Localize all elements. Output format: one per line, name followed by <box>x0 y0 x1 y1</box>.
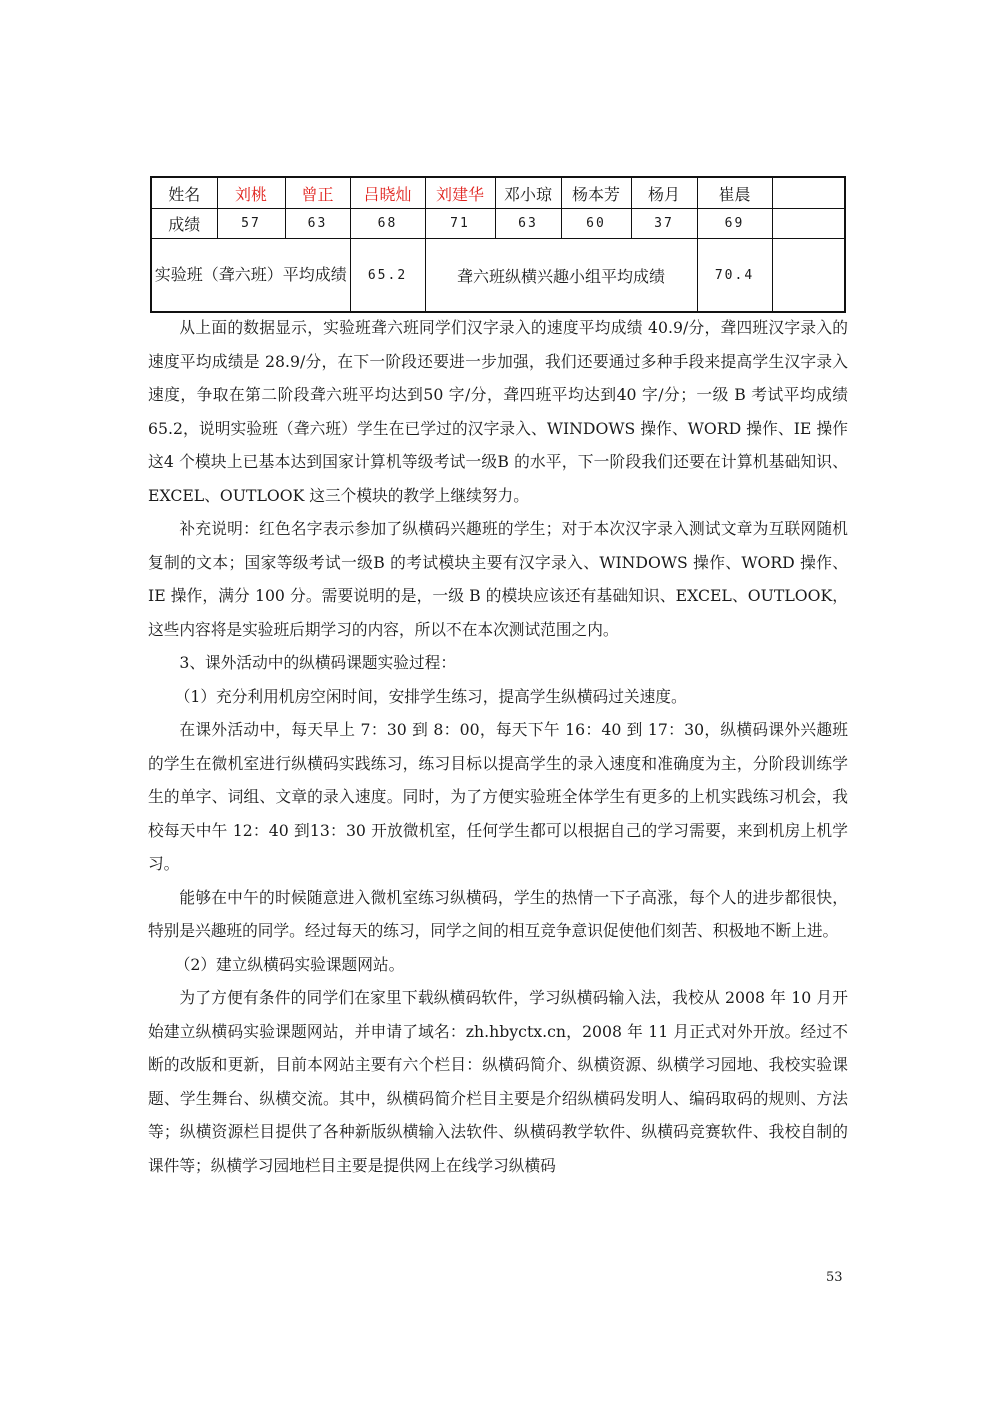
score-cell: 37 <box>631 209 697 239</box>
empty-cell <box>772 239 845 313</box>
student-name-cell: 杨本芳 <box>561 177 631 209</box>
table-row-scores <box>151 209 845 239</box>
class-average-label: 实验班（聋六班）平均成绩 <box>151 239 350 313</box>
student-name-cell: 崔晨 <box>697 177 772 209</box>
group-average-value: 70.4 <box>697 239 772 313</box>
score-cell: 69 <box>697 209 772 239</box>
empty-cell <box>772 209 845 239</box>
group-average-label: 聋六班纵横兴趣小组平均成绩 <box>425 239 697 313</box>
body-text <box>148 311 848 1182</box>
paragraph: 从上面的数据显示，实验班聋六班同学们汉字录入的速度平均成绩 40.9/分，聋四班汉字录入的速度平均成绩是 28.9/分，在下一阶段还要进一步加强，我们还要通过多种手段来提高学生汉字录入速度，争取在第二阶段聋六班平均达到50 字/分，聋四班平均达到40 字/分；一级 B 考试平均成绩 65.2，说明实验班（聋六班）学生在已学过的汉字录入、WINDOWS 操作、WORD 操作、IE 操作这4 个模块上已基本达到国家计算机等级考试一级B 的水平，下一阶段我们还要在计算机基础知识、EXCEL、OUTLOOK 这三个模块的教学上继续努力。 <box>148 318 848 505</box>
page-number: 53 <box>826 1270 843 1285</box>
score-cell: 57 <box>217 209 285 239</box>
paragraph: 能够在中午的时候随意进入微机室练习纵横码，学生的热情一下子高涨，每个人的进步都很快，特别是兴趣班的同学。经过每天的练习，同学之间的相互竞争意识促使他们刻苦、积极地不断上进。 <box>148 887 848 940</box>
paragraph: 补充说明：红色名字表示参加了纵横码兴趣班的学生；对于本次汉字录入测试文章为互联网随机复制的文本；国家等级考试一级B 的考试模块主要有汉字录入、WINDOWS 操作、WORD 操作、IE 操作，满分 100 分。需要说明的是，一级 B 的模块应该还有基础知识、EXCEL、OUTLOOK，这些内容将是实验班后期学习的内容，所以不在本次测试范围之内。 <box>148 519 848 639</box>
paragraph: 为了方便有条件的同学们在家里下载纵横码软件，学习纵横码输入法，我校从 2008 年 10 月开始建立纵横码实验课题网站，并申请了域名：zh.hbyctx.cn，2008 年 11 月正式对外开放。经过不断的改版和更新，目前本网站主要有六个栏目：纵横码简介、纵横资源、纵横学习园地、我校实验课题、学生舞台、纵横交流。其中，纵横码简介栏目主要是介绍纵横码发明人、编码取码的规则、方法等；纵横资源栏目提供了各种新版纵横输入法软件、纵横码教学软件、纵横码竞赛软件、我校自制的课件等；纵横学习园地栏目主要是提供网上在线学习纵横码 <box>148 988 848 1175</box>
student-name-cell: 刘桃 <box>217 177 285 209</box>
header-score-cell: 成绩 <box>151 209 217 239</box>
section-heading: 3、课外活动中的纵横码课题实验过程： <box>179 653 457 672</box>
subsection-heading: （2）建立纵横码实验课题网站。 <box>174 954 405 974</box>
score-cell: 60 <box>561 209 631 239</box>
student-name-cell: 刘建华 <box>425 177 495 209</box>
student-name-cell: 杨月 <box>631 177 697 209</box>
empty-cell <box>772 177 845 209</box>
score-cell: 71 <box>425 209 495 239</box>
score-table <box>150 176 846 313</box>
subsection-heading: （1）充分利用机房空闲时间，安排学生练习，提高学生纵横码过关速度。 <box>174 686 687 706</box>
table-row-names <box>151 177 845 209</box>
score-cell: 63 <box>495 209 561 239</box>
paragraph: 在课外活动中，每天早上 7：30 到 8：00，每天下午 16：40 到 17：30，纵横码课外兴趣班的学生在微机室进行纵横码实践练习，练习目标以提高学生的录入速度和准确度为主，分阶段训练学生的单字、词组、文章的录入速度。同时，为了方便实验班全体学生有更多的上机实践练习机会，我校每天中午 12：40 到13：30 开放微机室，任何学生都可以根据自己的学习需要，来到机房上机学习。 <box>148 720 848 873</box>
header-name-cell: 姓名 <box>151 177 217 209</box>
student-name-cell: 曾正 <box>285 177 350 209</box>
table-row-averages <box>151 239 845 313</box>
student-name-cell: 吕晓灿 <box>350 177 425 209</box>
class-average-value: 65.2 <box>350 239 425 313</box>
score-cell: 63 <box>285 209 350 239</box>
student-name-cell: 邓小琼 <box>495 177 561 209</box>
score-cell: 68 <box>350 209 425 239</box>
